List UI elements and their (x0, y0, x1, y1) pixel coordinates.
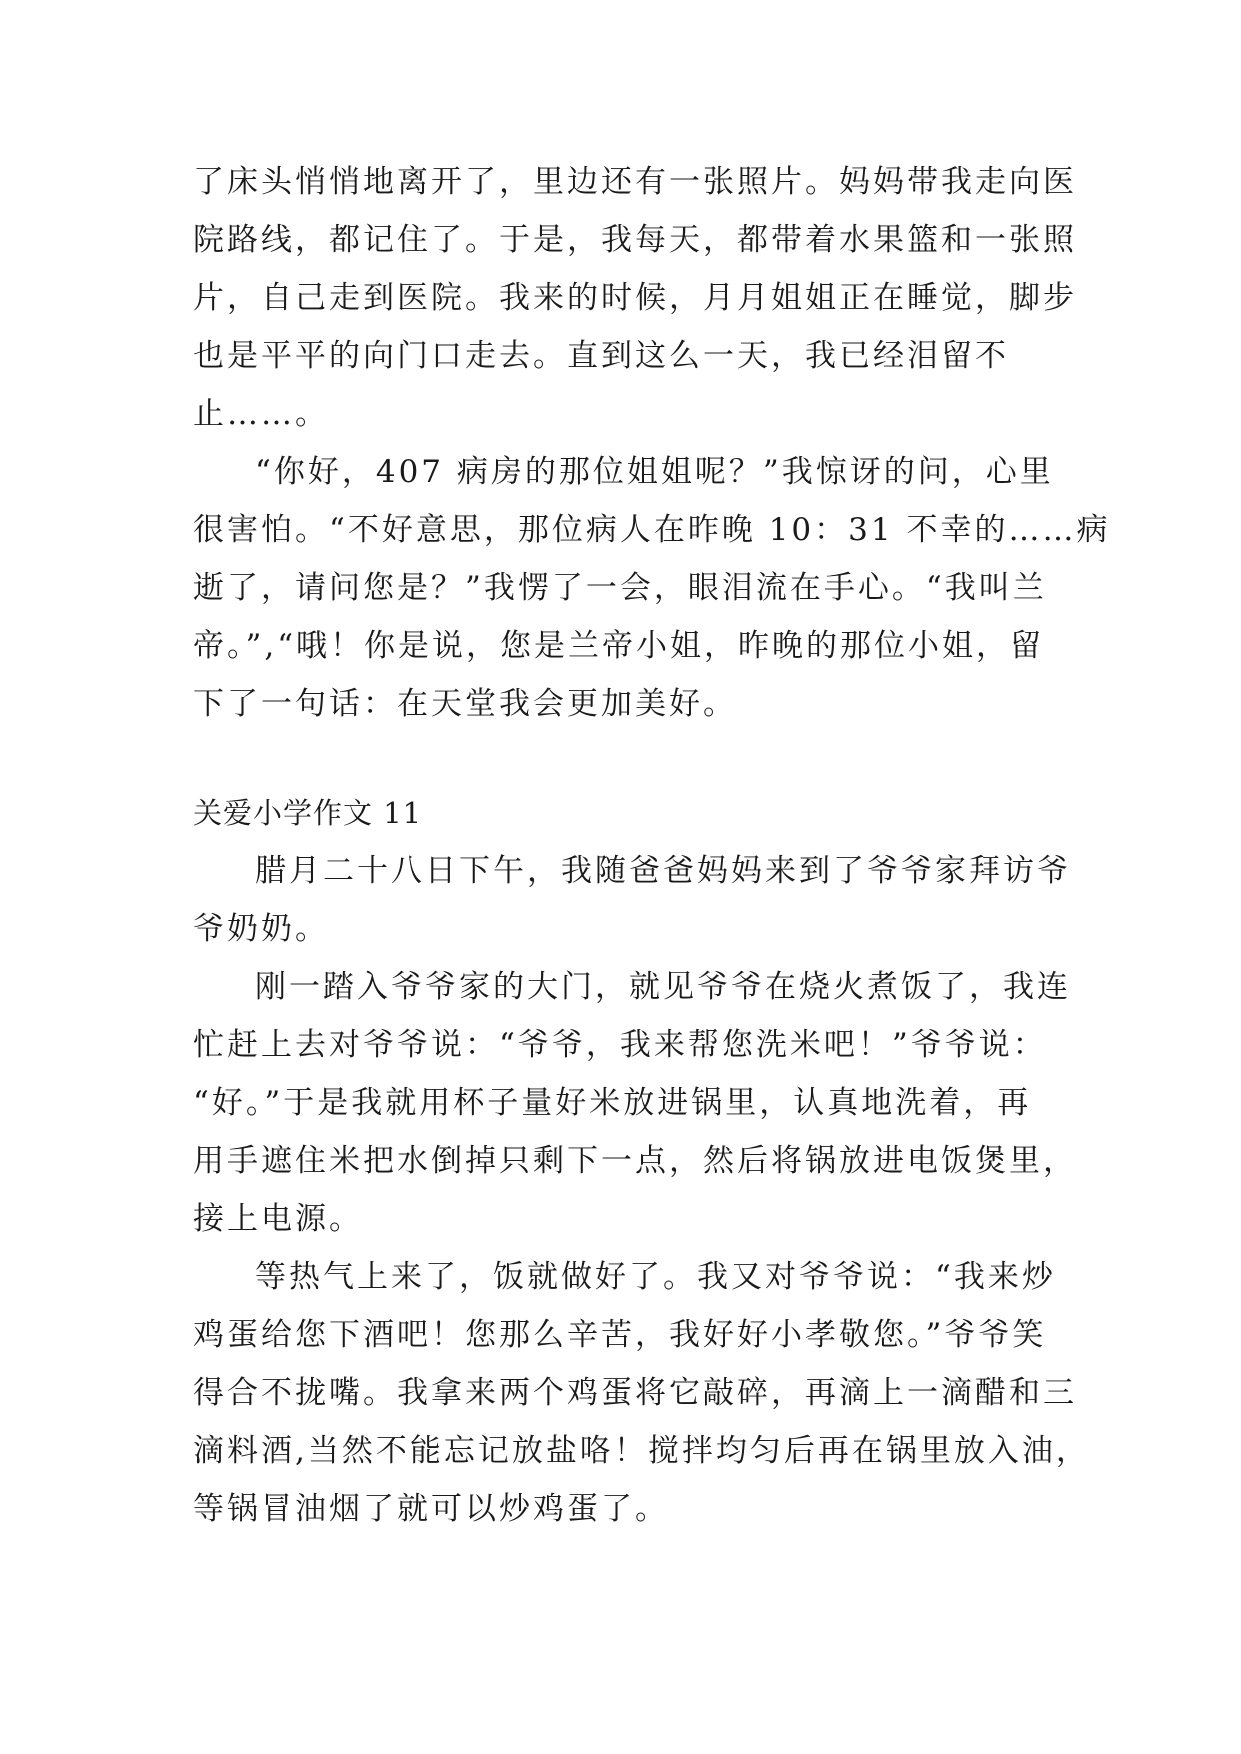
text-line: 腊月二十八日下午，我随爸爸妈妈来到了爷爷家拜访爷 (255, 853, 1071, 889)
text-line: 滴料酒,当然不能忘记放盐咯！搅拌均匀后再在锅里放入油， (193, 1433, 1090, 1469)
text-line: 忙赶上去对爷爷说：“爷爷，我来帮您洗米吧！”爷爷说： (193, 1027, 1047, 1063)
text-line: 院路线，都记住了。于是，我每天，都带着水果篮和一张照 (193, 222, 1077, 258)
text-line: 得合不拢嘴。我拿来两个鸡蛋将它敲碎，再滴上一滴醋和三 (193, 1375, 1077, 1411)
text-line: 也是平平的向门口走去。直到这么一天，我已经泪留不 (193, 338, 1009, 374)
text-line: 爷奶奶。 (193, 911, 329, 947)
paragraph-visit-grandparents (193, 842, 1071, 958)
text-line: “好。”于是我就用杯子量好米放进锅里，认真地洗着，再 (193, 1085, 1032, 1121)
text-line: 接上电源。 (193, 1201, 363, 1237)
text-line: 很害怕。“不好意思，那位病人在昨晚 10：31 不幸的……病 (193, 512, 1111, 548)
text-line: 刚一踏入爷爷家的大门，就见爷爷在烧火煮饭了，我连 (255, 969, 1071, 1005)
text-line: 鸡蛋给您下酒吧！您那么辛苦，我好好小孝敬您。”爷爷笑 (193, 1317, 1047, 1353)
text-line: 帝。”,“哦！你是说，您是兰帝小姐，昨晚的那位小姐，留 (193, 628, 1045, 664)
paragraph-washing-rice (193, 958, 1077, 1248)
text-line: 下了一句话：在天堂我会更加美好。 (193, 686, 737, 722)
text-line: 逝了，请问您是？”我愣了一会，眼泪流在手心。“我叫兰 (193, 570, 1047, 606)
paragraph-frying-eggs (193, 1248, 1090, 1538)
paragraph-nurse-dialogue (193, 443, 1111, 733)
text-line: “你好，407 病房的那位姐姐呢？”我惊讶的问，心里 (255, 454, 1054, 490)
text-line: 了床头悄悄地离开了，里边还有一张照片。妈妈带我走向医 (193, 164, 1077, 200)
text-line: 等热气上来了，饭就做好了。我又对爷爷说：“我来炒 (255, 1259, 1056, 1295)
essay-heading: 关爱小学作文 11 (193, 796, 423, 830)
text-line: 止……。 (193, 396, 329, 432)
text-line: 等锅冒油烟了就可以炒鸡蛋了。 (193, 1491, 669, 1527)
paragraph-hospital-visit (193, 153, 1077, 443)
text-line: 片，自己走到医院。我来的时候，月月姐姐正在睡觉，脚步 (193, 280, 1077, 316)
text-line: 用手遮住米把水倒掉只剩下一点，然后将锅放进电饭煲里， (193, 1143, 1077, 1179)
